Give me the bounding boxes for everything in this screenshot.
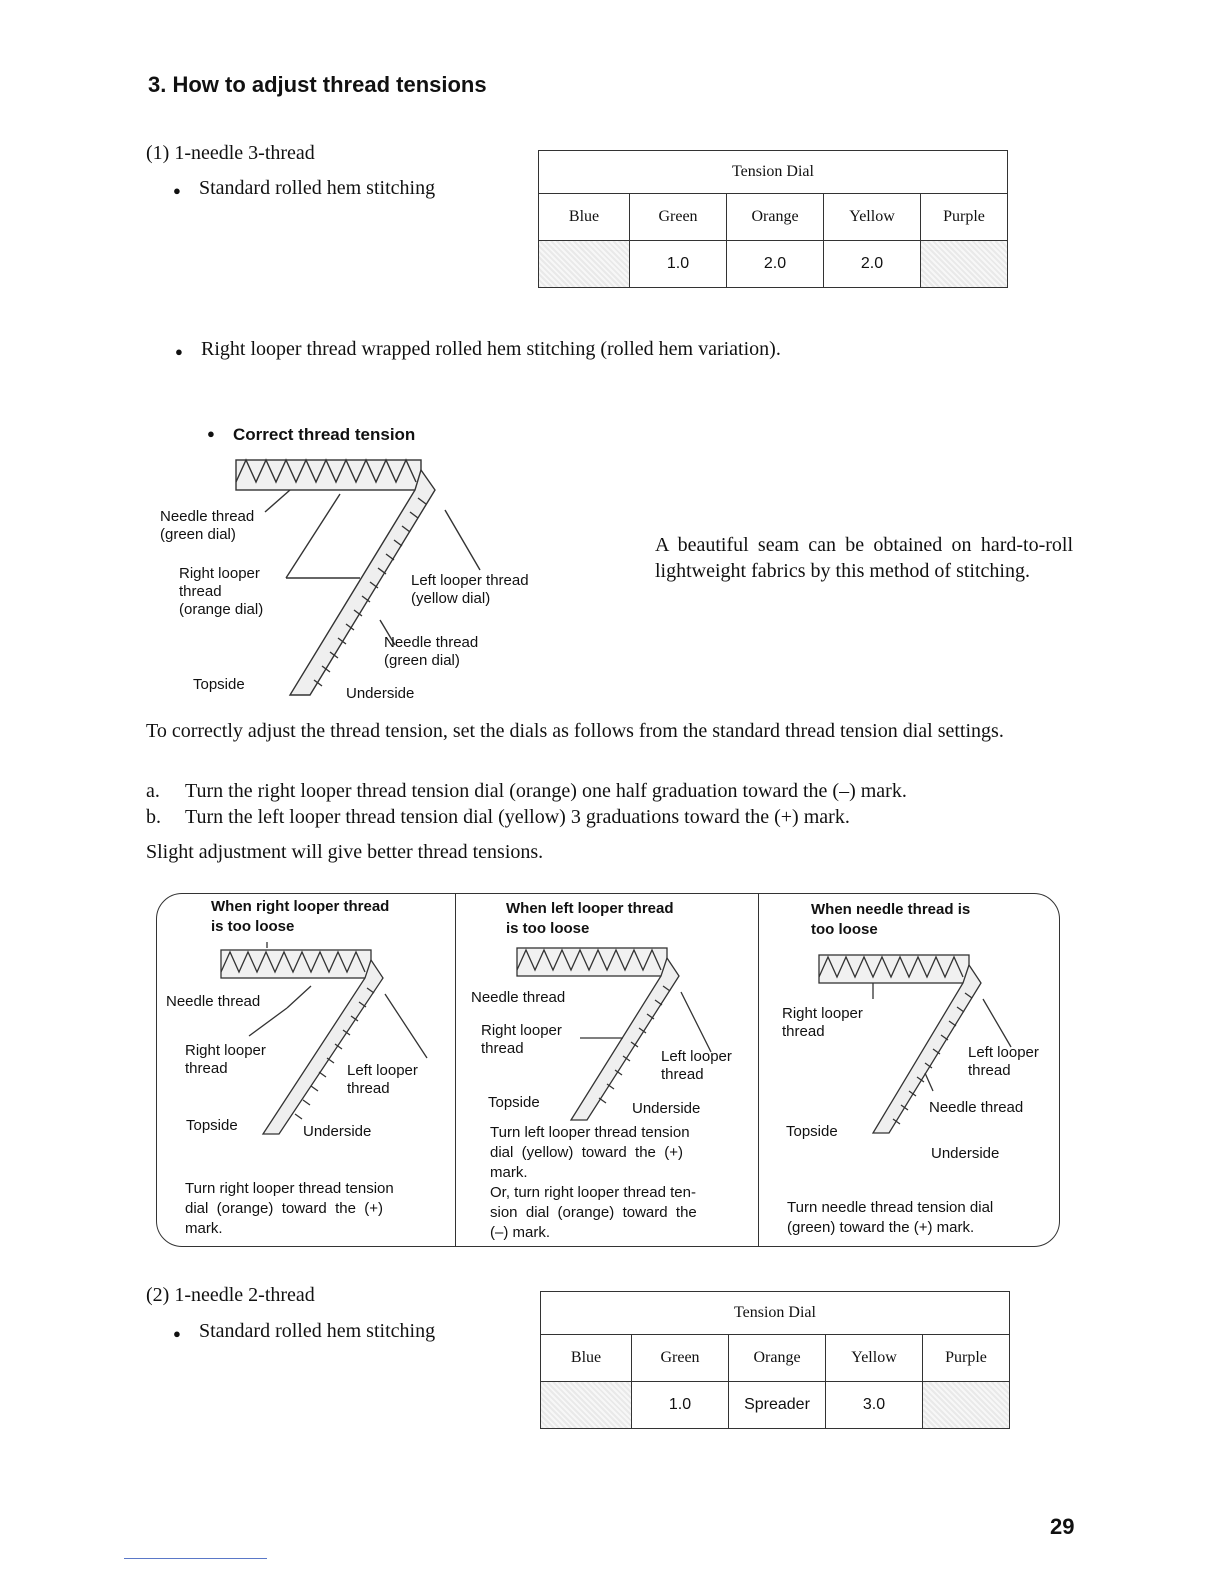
header-yellow: Yellow bbox=[824, 194, 921, 241]
table-title: Tension Dial bbox=[541, 1292, 1010, 1335]
column-needle-loose bbox=[759, 894, 1059, 1246]
header-purple: Purple bbox=[921, 194, 1008, 241]
label-underside: Underside bbox=[931, 1145, 1000, 1162]
column-note: Turn left looper thread tension dial (yellow) toward the (+) mark. Or, turn right looper thread ten- sion dial (orange) toward the (–) mark. bbox=[490, 1124, 697, 1241]
label-underside: Underside bbox=[346, 685, 415, 702]
label-right-looper: Right looper thread bbox=[782, 1005, 863, 1040]
label-needle-thread: Needle thread bbox=[471, 989, 566, 1006]
label-needle-thread: Needle thread bbox=[929, 1099, 1024, 1116]
label-topside: Topside bbox=[193, 676, 245, 693]
page-heading: 3. How to adjust thread tensions bbox=[148, 72, 487, 97]
instruction-a: Turn the right looper thread tension dial (orange) one half graduation toward the (–) mark. bbox=[185, 780, 907, 802]
instruction-b: Turn the left looper thread tension dial (yellow) 3 graduations toward the (+) mark. bbox=[185, 806, 850, 828]
page-number: 29 bbox=[1050, 1514, 1075, 1539]
footer-rule bbox=[124, 1558, 267, 1559]
instruction-b-marker: b. bbox=[146, 806, 161, 828]
header-green: Green bbox=[632, 1335, 729, 1382]
instructions-slight: Slight adjustment will give better thread tensions. bbox=[146, 841, 544, 863]
label-left-looper: Left looper thread bbox=[347, 1062, 418, 1097]
troubleshoot-panel bbox=[156, 893, 1060, 1247]
label-topside: Topside bbox=[786, 1123, 838, 1140]
correct-tension-text: Correct thread tension bbox=[233, 425, 416, 444]
value-blue bbox=[539, 241, 630, 288]
value-purple bbox=[923, 1382, 1010, 1429]
label-needle-thread-bottom: Needle thread (green dial) bbox=[384, 634, 479, 669]
label-topside: Topside bbox=[488, 1094, 540, 1111]
label-underside: Underside bbox=[632, 1100, 701, 1117]
column-note: Turn needle thread tension dial (green) toward the (+) mark. bbox=[787, 1199, 994, 1236]
header-yellow: Yellow bbox=[826, 1335, 923, 1382]
column-left-looper-loose bbox=[456, 894, 758, 1246]
tension-dial-table-1 bbox=[538, 150, 1008, 288]
instructions-intro: To correctly adjust the thread tension, set the dials as follows from the standard thread tension dial settings. bbox=[146, 720, 1004, 742]
value-orange: Spreader bbox=[729, 1382, 826, 1429]
table-title: Tension Dial bbox=[539, 151, 1008, 194]
value-green: 1.0 bbox=[630, 241, 727, 288]
column-title: When left looper thread is too loose bbox=[506, 900, 674, 937]
label-needle-thread: Needle thread bbox=[166, 993, 261, 1010]
value-yellow: 3.0 bbox=[826, 1382, 923, 1429]
section1-label: (1) 1-needle 3-thread bbox=[146, 142, 315, 164]
label-left-looper: Left looper thread bbox=[968, 1044, 1039, 1079]
header-green: Green bbox=[630, 194, 727, 241]
value-purple bbox=[921, 241, 1008, 288]
header-blue: Blue bbox=[541, 1335, 632, 1382]
value-green: 1.0 bbox=[632, 1382, 729, 1429]
header-orange: Orange bbox=[729, 1335, 826, 1382]
label-right-looper: Right looper thread bbox=[481, 1022, 562, 1057]
label-underside: Underside bbox=[303, 1123, 372, 1140]
instruction-a-marker: a. bbox=[146, 780, 160, 802]
label-right-looper: Right looper thread bbox=[185, 1042, 266, 1077]
section2-label: (2) 1-needle 2-thread bbox=[146, 1284, 315, 1306]
section1-bullet2: ● Right looper thread wrapped rolled hem stitching (rolled hem variation). bbox=[201, 338, 781, 361]
column-title: When needle thread is too loose bbox=[811, 901, 971, 938]
label-needle-thread-top: Needle thread (green dial) bbox=[160, 508, 255, 543]
value-blue bbox=[541, 1382, 632, 1429]
value-yellow: 2.0 bbox=[824, 241, 921, 288]
label-right-looper: Right looper thread (orange dial) bbox=[179, 565, 264, 618]
label-topside: Topside bbox=[186, 1117, 238, 1134]
label-left-looper: Left looper thread bbox=[661, 1048, 732, 1083]
section1-bullet: ● Standard rolled hem stitching bbox=[199, 177, 435, 200]
label-left-looper: Left looper thread (yellow dial) bbox=[411, 572, 529, 607]
header-orange: Orange bbox=[727, 194, 824, 241]
header-blue: Blue bbox=[539, 194, 630, 241]
bullet-icon: ● bbox=[207, 426, 215, 441]
column-note: Turn right looper thread tension dial (orange) toward the (+) mark. bbox=[185, 1180, 394, 1237]
column-right-looper-loose bbox=[157, 894, 455, 1246]
correct-tension-title bbox=[207, 425, 416, 445]
section2-bullet: ● Standard rolled hem stitching bbox=[199, 1320, 435, 1343]
column-title: When right looper thread is too loose bbox=[211, 898, 390, 935]
header-purple: Purple bbox=[923, 1335, 1010, 1382]
value-orange: 2.0 bbox=[727, 241, 824, 288]
description-text: A beautiful seam can be obtained on hard-to-roll lightweight fabrics by this method of stitching. bbox=[655, 534, 1073, 582]
tension-dial-table-2 bbox=[540, 1291, 1010, 1429]
